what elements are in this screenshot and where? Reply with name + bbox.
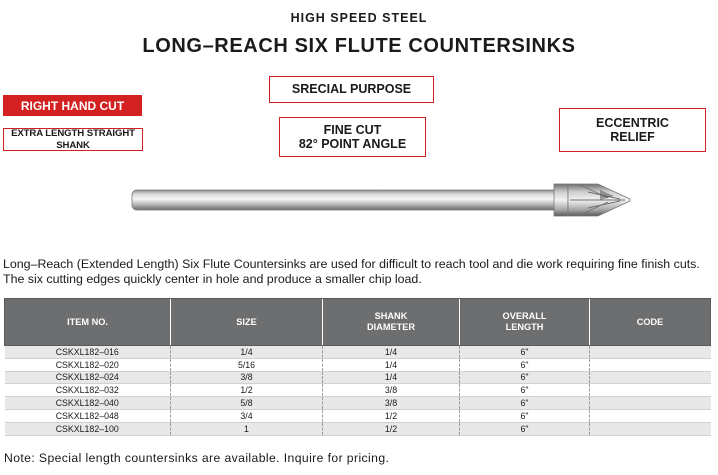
spec-table-header-row — [5, 299, 711, 346]
table-row — [5, 358, 711, 371]
fine-cut-line-1: FINE CUT — [323, 122, 382, 137]
eccentric-line-1: ECCENTRIC — [596, 115, 669, 130]
right-hand-cut-badge: RIGHT HAND CUT — [3, 95, 142, 116]
page-title: LONG–REACH SIX FLUTE COUNTERSINKS — [142, 35, 576, 57]
overall-length-cell: 6" — [460, 397, 590, 410]
shank-diameter-cell: 1/4 — [323, 371, 460, 384]
fine-cut-label — [279, 117, 426, 157]
size-cell: 5/16 — [171, 358, 323, 371]
shank-diameter-cell: 3/8 — [323, 384, 460, 397]
overall-length-cell: 6" — [460, 346, 590, 359]
eccentric-relief-label — [559, 108, 706, 152]
extra-length-label: EXTRA LENGTH STRAIGHT SHANK — [3, 128, 143, 151]
size-cell: 1/2 — [171, 384, 323, 397]
shank-diameter-cell: 1/2 — [323, 422, 460, 435]
point-angle-line: 82° POINT ANGLE — [298, 137, 407, 151]
header-size: SIZE — [171, 299, 323, 346]
size-cell: 3/4 — [171, 409, 323, 422]
shank-diameter-cell: 1/4 — [323, 346, 460, 359]
item-no-cell: CSKXL182–040 — [5, 397, 171, 410]
table-row — [5, 384, 711, 397]
table-row — [5, 371, 711, 384]
footnote: Note: Special length countersinks are available. Inquire for pricing. — [4, 451, 390, 465]
item-no-cell: CSKXL182–048 — [5, 409, 171, 422]
code-cell — [590, 384, 711, 397]
code-cell — [590, 409, 711, 422]
overall-length-cell: 6" — [460, 384, 590, 397]
header-shank-diameter: SHANK DIAMETER — [323, 299, 460, 346]
item-no-cell: CSKXL182–100 — [5, 422, 171, 435]
overall-length-cell: 6" — [460, 358, 590, 371]
code-cell — [590, 346, 711, 359]
header-overall-length: OVERALL LENGTH — [460, 299, 590, 346]
overall-length-cell: 6" — [460, 371, 590, 384]
spec-table-body — [5, 346, 711, 436]
item-no-cell: CSKXL182–032 — [5, 384, 171, 397]
table-row — [5, 409, 711, 422]
code-cell — [590, 371, 711, 384]
size-cell: 5/8 — [171, 397, 323, 410]
brand-kicker: HIGH SPEED STEEL — [290, 11, 428, 25]
product-description: Long–Reach (Extended Length) Six Flute Countersinks are used for difficult to reach tool and die work requiring fine finish cuts. The six cutting edges quickly center in hole and produce a smaller chip load. — [3, 257, 700, 286]
item-no-cell: CSKXL182–016 — [5, 346, 171, 359]
countersink-tool-image — [130, 178, 650, 228]
table-row — [5, 346, 711, 359]
size-cell: 1/4 — [171, 346, 323, 359]
code-cell — [590, 397, 711, 410]
item-no-cell: CSKXL182–024 — [5, 371, 171, 384]
special-purpose-label: SRECIAL PURPOSE — [269, 76, 434, 103]
code-cell — [590, 422, 711, 435]
spec-table — [4, 298, 711, 436]
code-cell — [590, 358, 711, 371]
header-code: CODE — [590, 299, 711, 346]
header-item-no: ITEM NO. — [5, 299, 171, 346]
shank-diameter-cell: 1/4 — [323, 358, 460, 371]
table-row — [5, 397, 711, 410]
size-cell: 1 — [171, 422, 323, 435]
overall-length-cell: 6" — [460, 409, 590, 422]
eccentric-line-2: RELIEF — [610, 130, 655, 144]
item-no-cell: CSKXL182–020 — [5, 358, 171, 371]
size-cell: 3/8 — [171, 371, 323, 384]
shank-diameter-cell: 3/8 — [323, 397, 460, 410]
overall-length-cell: 6" — [460, 422, 590, 435]
table-row — [5, 422, 711, 435]
shank-diameter-cell: 1/2 — [323, 409, 460, 422]
